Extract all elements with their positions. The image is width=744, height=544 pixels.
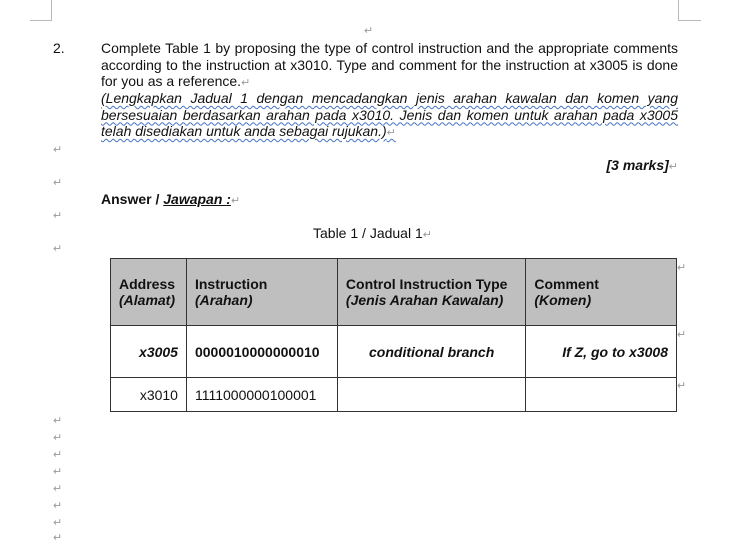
paragraph-mark [53,484,62,495]
table-1 [110,258,677,412]
cell-instruction: 0000010000000010 [186,326,337,378]
paragraph-mark [53,518,62,529]
paragraph-mark [53,178,62,189]
cell-control-type-answer[interactable] [337,378,525,412]
paragraph-mark [53,244,62,255]
paragraph-mark [53,501,62,512]
page-corner-top-left-vertical [51,0,52,20]
paragraph-mark [53,433,62,444]
row-end-mark [677,330,686,341]
cell-instruction: 1111000000100001 [186,378,337,412]
table-row [111,378,677,412]
question-number: 2. [53,40,65,56]
question-text-english: Complete Table 1 by proposing the type of control instruction and the appropriate comments according to the instruction at x3010. Type and comment for the instruction at x3005 is done for you as a reference.↵ [101,40,678,89]
marks-label: [3 marks]↵ [606,157,678,173]
cell-comment: If Z, go to x3008 [526,326,677,378]
cell-address: x3010 [111,378,187,412]
question-text-malay: (Lengkapkan Jadual 1 dengan mencadangkan jenis arahan kawalan dan komen yang bersesuaian berdasarkan arahan pada x3010. Jenis dan komen untuk arahan pada x3005 telah disediakan untuk anda sebagai rujukan.)↵ [101,90,678,139]
header-control-instruction-type: Control Instruction Type (Jenis Arahan Kawalan) [337,259,525,326]
paragraph-mark [53,416,62,427]
answer-label: Answer / Jawapan :↵ [101,191,241,207]
page-corner-top-right-vertical [678,0,679,20]
page-corner-top-left-horizontal [30,20,52,21]
page-corner-top-right-horizontal [678,20,701,21]
header-address: Address (Alamat) [111,259,187,326]
paragraph-mark [53,145,62,156]
header-comment: Comment (Komen) [526,259,677,326]
paragraph-mark [53,467,62,478]
cell-comment-answer[interactable] [526,378,677,412]
row-end-mark [677,381,686,392]
paragraph-mark [364,26,373,37]
table-caption: Table 1 / Jadual 1↵ [313,225,432,241]
header-instruction: Instruction (Arahan) [186,259,337,326]
row-end-mark [677,263,686,274]
paragraph-mark [53,211,62,222]
table-header-row [111,259,677,326]
paragraph-mark [53,450,62,461]
table-row [111,326,677,378]
cell-control-type: conditional branch [337,326,525,378]
cell-address: x3005 [111,326,187,378]
